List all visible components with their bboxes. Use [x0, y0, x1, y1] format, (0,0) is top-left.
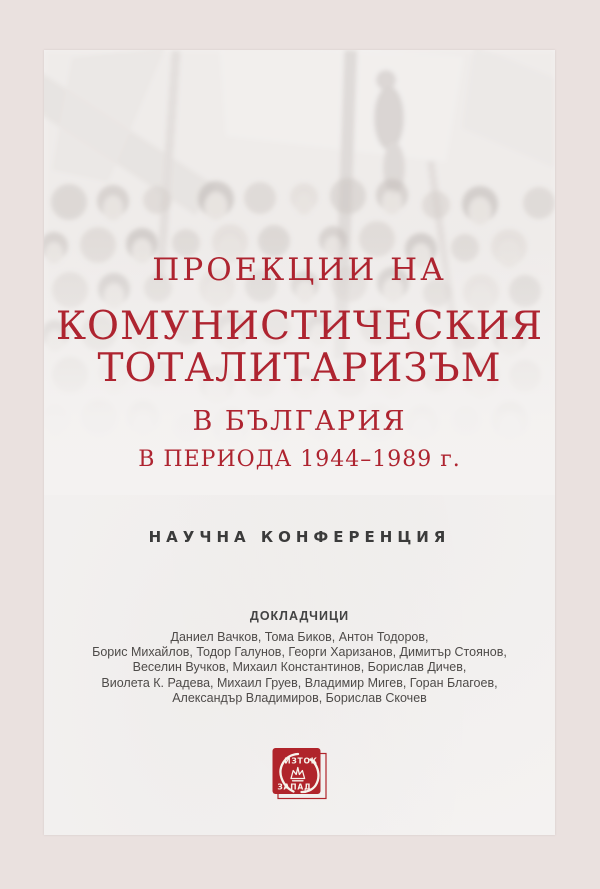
speakers-line: Александър Владимиров, Борислав Скочев — [172, 690, 427, 705]
speakers-list — [44, 630, 555, 706]
title-line-2: КОМУНИСТИЧЕСКИЯ — [55, 304, 544, 349]
subtitle-line-1: В БЪЛГАРИЯ — [192, 406, 407, 437]
title-line-1: ПРОЕКЦИИ НА — [152, 252, 447, 288]
subtitle-line-2: В ПЕРИОДА 1944–1989 г. — [138, 447, 461, 472]
conference-label: НАУЧНА КОНФЕРЕНЦИЯ — [148, 528, 451, 546]
speakers-line: Веселин Вучков, Михаил Константинов, Борислав Дичев, — [132, 660, 467, 675]
speakers-line: Виолета К. Радева, Михаил Груев, Владимир Мигев, Горан Благоев, — [101, 675, 498, 690]
title-line-3: ТОТАЛИТАРИЗЪМ — [97, 346, 502, 391]
logo-bottom-word: ЗАПАД — [276, 782, 312, 792]
publisher-logo — [271, 747, 329, 801]
speakers-heading: ДОКЛАДЧИЦИ — [249, 609, 350, 623]
logo-top-word: ИЗТОК — [283, 756, 318, 766]
speakers-line: Борис Михайлов, Тодор Галунов, Георги Харизанов, Димитър Стоянов, — [92, 645, 507, 660]
speakers-line: Даниел Вачков, Тома Биков, Антон Тодоров, — [170, 630, 429, 644]
book-cover — [44, 50, 555, 835]
